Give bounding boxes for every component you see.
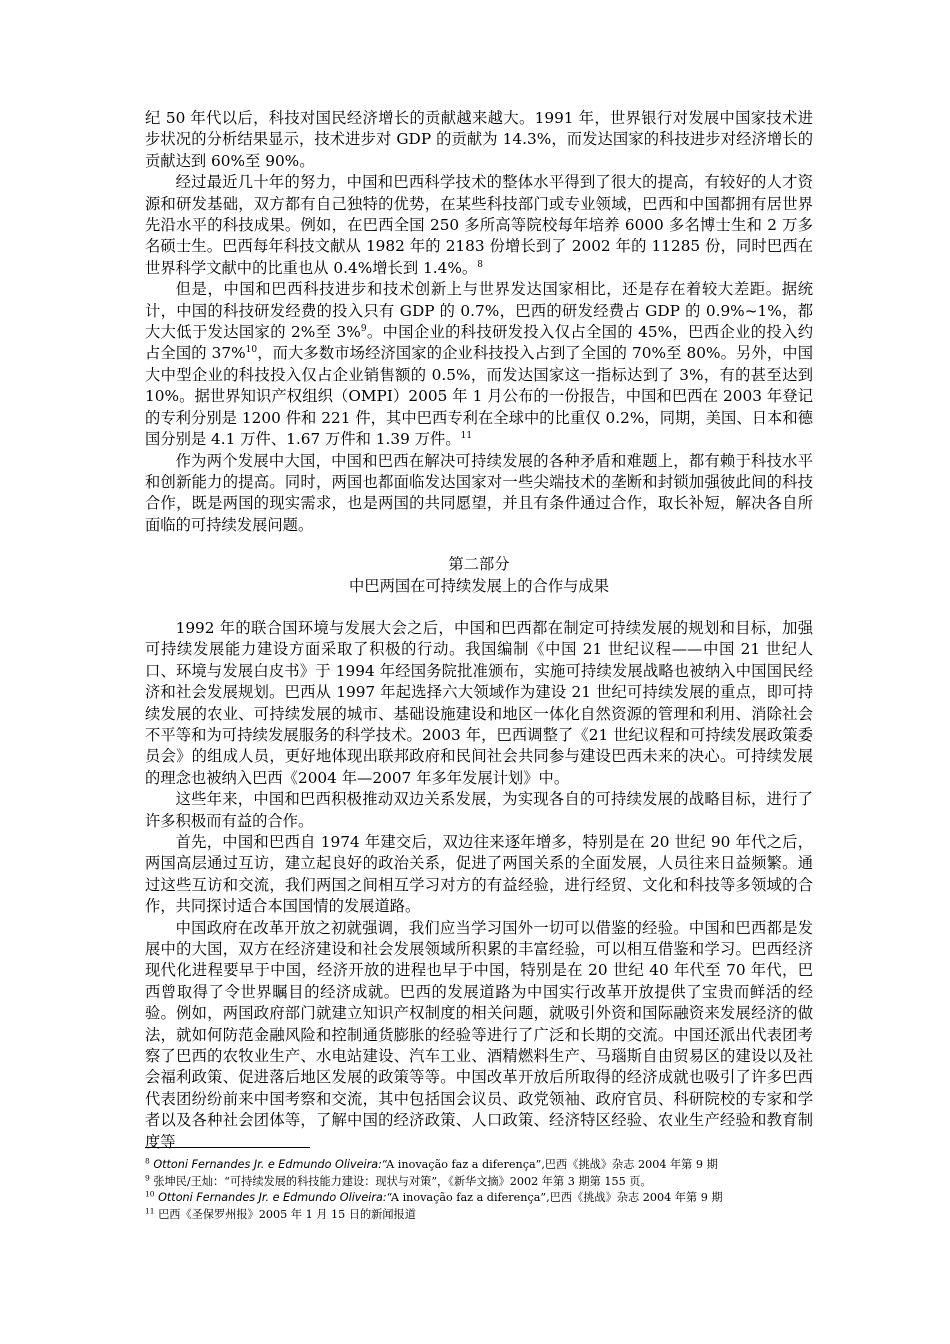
document-body — [145, 108, 813, 1153]
paragraph: 这些年来，中国和巴西积极推动双边关系发展，为实现各自的可持续发展的战略目标，进行了许多积极而有益的合作。 — [145, 790, 813, 830]
footnote: $^9$ 张坤民/王灿：“可持续发展的科技能力建设：现状与对策”，《新华文摘》2002 年第 3 期第 155 页。 — [145, 1172, 652, 1188]
footnote: $^{10}$ Ottoni Fernandes Jr. e Edmundo Oliveira:“A inovação faz a diferença”,巴西《挑战》杂志 2004 年第 9 期 — [145, 1189, 723, 1204]
footnote: $^8$ Ottoni Fernandes Jr. e Edmundo Oliveira:“A inovação faz a diferença”,巴西《挑战》杂志 2004 年第 9 期 — [145, 1156, 718, 1171]
paragraph: 首先，中国和巴西自 1974 年建交后，双边往来逐年增多，特别是在 20 世纪 90 年代之后，两国高层通过互访，建立起良好的政治关系，促进了两国关系的全面发展，人员往来日益频繁。通过这些互访和交流，我们两国之间相互学习对方的有益经验，进行经贸、文化和科技等多领域的合作，共同探讨适合本国国情的发展道路。 — [145, 833, 813, 916]
footnote-ref: 9 — [360, 323, 367, 334]
paragraph: 纪 50 年代以后，科技对国民经济增长的贡献越来越大。1991 年，世界银行对发展中国家技术进步状况的分析结果显示，技术进步对 GDP 的贡献为 14.3%，而发达国家的科技进步对经济增长的贡献达到 60%至 90%。 — [145, 109, 813, 170]
paragraph: 作为两个发展中大国，中国和巴西在解决可持续发展的各种矛盾和难题上，都有赖于科技水平和创新能力的提高。同时，两国也都面临发达国家对一些尖端技术的垄断和封锁加强彼此间的科技合作，既是两国的现实需求，也是两国的共同愿望，并且有条件通过合作，取长补短，解决各自所面临的可持续发展问题。 — [145, 451, 813, 534]
section-title: 中巴两国在可持续发展上的合作与成果 — [348, 576, 610, 595]
footnote-ref: 8 — [477, 259, 483, 270]
footnotes — [145, 1157, 845, 1223]
section-label: 第二部分 — [448, 555, 510, 574]
footnote-separator — [145, 1147, 310, 1148]
paragraph: 经过最近几十年的努力，中国和巴西科学技术的整体水平得到了很大的提高，有较好的人才资源和研发基础，双方都有自己独特的优势，在某些科技部门或专业领域，巴西和中国都拥有居世界先沿水平的科技成果。例如，在巴西全国 250 多所高等院校每年培养 6000 多名博士生和 2 万多名硕士生。巴西每年科技文献从 1982 年的 2183 份增长到了 2002 年的 11285 份，同时巴西在世界科学文献中的比重也从 0.4%增长到 1.4%。$^8$ — [145, 173, 813, 277]
footnote-ref: 11 — [460, 431, 473, 441]
paragraph: 但是，中国和巴西科技进步和技术创新上与世界发达国家相比，还是存在着较大差距。据统计，中国的科技研发经费的投入只有 GDP 的 0.7%，巴西的研发经费占 GDP 的 0.9%~1%，都大大低于发达国家的 2%至 3%$^9$。中国企业的科技研发投入仅占全国的 45%，巴西企业的投入约占全国的 37%$^{10}$，而大多数市场经济国家的企业科技投入占到了全国的 70%至 80%。另外，中国大中型企业的科技投入仅占企业销售额的 0.5%，而发达国家这一指标达到了 3%，有的甚至达到 10%。据世界知识产权组织（OMPI）2005 年 1 月公布的一份报告，中国和巴西在 2003 年登记的专利分别是 1200 件和 221 件，其中巴西专利在全球中的比重仅 0.2%，同期，美国、日本和德国分别是 4.1 万件、1.67 万件和 1.39 万件。$^{11}$ — [145, 280, 813, 449]
footnote: $^{11}$ 巴西《圣保罗州报》2005 年 1 月 15 日的新闻报道 — [145, 1205, 416, 1221]
paragraph: 中国政府在改革开放之初就强调，我们应当学习国外一切可以借鉴的经验。中国和巴西都是发展中的大国，双方在经济建设和社会发展领域所积累的丰富经验，可以相互借鉴和学习。巴西经济现代化进程要早于中国，经济开放的进程也早于中国，特别是在 20 世纪 40 年代至 70 年代，巴西曾取得了令世界瞩目的经济成就。巴西的发展道路为中国实行改革开放提供了宝贵而鲜活的经验。例如，两国政府部门就建立知识产权制度的相关问题，就吸引外资和国际融资来发展经济的做法，就如何防范金融风险和控制通货膨胀的经验等进行了广泛和长期的交流。中国还派出代表团考察了巴西的农牧业生产、水电站建设、汽车工业、酒精燃料生产、马瑙斯自由贸易区的建设以及社会福利政策、促进落后地区发展的政策等等。中国改革开放后所取得的经济成就也吸引了许多巴西代表团纷纷前来中国考察和交流，其中包括国会议员、政党领袖、政府官员、科研院校的专家和学者以及各种社会团体等，了解中国的经济政策、人口政策、经济特区经验、农业生产经验和教育制度等 — [145, 918, 813, 1151]
paragraph: 1992 年的联合国环境与发展大会之后，中国和巴西都在制定可持续发展的规划和目标，加强可持续发展能力建设方面采取了积极的行动。我国编制《中国 21 世纪议程——中国 21 世纪人口、环境与发展白皮书》于 1994 年经国务院批准颁布，实施可持续发展战略也被纳入中国国民经济和社会发展规划。巴西从 1997 年起选择六大领域作为建设 21 世纪可持续发展的重点，即可持续发展的农业、可持续发展的城市、基础设施建设和地区一体化自然资源的管理和利用、消除社会不平等和为可持续发展服务的科学技术。2003 年，巴西调整了《21 世纪议程和可持续发展政策委员会》的组成人员，更好地体现出联邦政府和民间社会共同参与建设巴西未来的决心。可持续发展的理念也被纳入巴西《2004 年—2007 年多年发展计划》中。 — [145, 618, 813, 787]
footnote-ref: 10 — [245, 345, 258, 356]
